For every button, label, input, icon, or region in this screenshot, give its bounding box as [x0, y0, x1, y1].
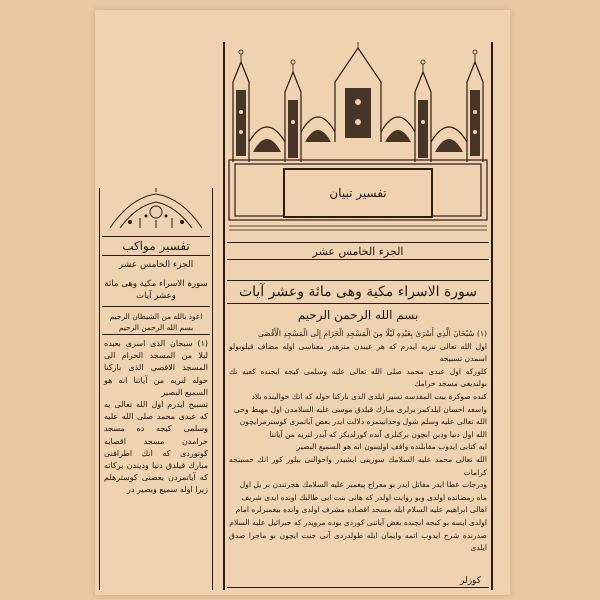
side-paragraph: تسبيح ايدرم اول الله تعالى يه كه عبدى محمد صلى الله عليه وسلمى كيجه ده مسجد حرامدن مسجد اقصايه كوتوردى كه انك اطرافنى مبارك قيلدق دنيا وديندن بركاته كه آياتمزدن بعضنى كوسترهلم زيرا اوله سميع وبصير در — [104, 400, 208, 495]
header-title: تفسير تبيان — [283, 168, 433, 218]
side-part-label: الجزء الخامس عشر — [118, 260, 194, 270]
main-column — [223, 42, 493, 590]
text-line: الله تعالى محمد عليه السلامك سوزينى ايشيدر واحوالنى بيلور كور انك حسبنجه كرامات — [229, 454, 487, 477]
side-basmala: اعوذ بالله من الشيطان الرجيم بسم الله الرحمن الرحيم — [102, 310, 210, 335]
side-surah-heading: سورة الاسراء مكية وهى مائة وعشر آيات — [102, 274, 210, 307]
main-text-block — [229, 328, 487, 555]
text-line: واسعه احسان ايلدكمز يرلرى مبارك قيلدق موسى عليه السلامدن اول مهبط وحى — [234, 404, 487, 414]
surah-heading: سورة الاسراء مكية وهى مائة وعشر آيات — [227, 280, 489, 304]
side-text-block — [104, 338, 208, 497]
text-line: اولدى ايسه بو كيجه ايچنده بعض آياتنى كوردى بوده مرويدر كه جبرائيل عليه السلام — [229, 517, 487, 527]
text-line: الله تعالى عليه وسلم شول وحدانيتمزه دلالت ايدر بعض آياتمزى كوسترمزايچون — [239, 417, 487, 427]
text-line: كلورکه اول عبدى محمد صلى الله تعالى عليه وسلمى كيجه ايجنده كعبه نك بولنديغى مسجد حرامك — [229, 366, 487, 389]
text-line: اول الله تعالى تنزيه ايدرم كه هر عيبدن منزهدر معناسى اوله مضاف قيلوبولو اسمدن تسبيحه — [229, 341, 487, 364]
text-line: (١) سُبْحَانَ الَّذِي أَسْرَىٰ بِعَبْدِهِ لَيْلًا مِنَ الْمَسْجِدِ الْحَرَامِ إِلَى الْمَسْجِدِ الْأَقْصَى — [257, 329, 487, 338]
text-line: اهالى ابراهيم عليه السلام ايله مسجد اقصاده مشرف اولدى وانده بيغمبرلره امام — [235, 505, 487, 515]
footer-rule — [227, 587, 489, 588]
catchword: كوزلر — [460, 576, 481, 586]
side-column — [99, 188, 213, 590]
side-paragraph: (١) سبحان الذى اسرى بعبده ليلا من المسجد الحرام الى المسجد الاقصى الذى باركنا حوله لنريه من آياتنا انه هو السميع البصير — [104, 339, 208, 397]
text-line: الله اول دنيا ودين ايچون بركتلرى آنده كوزلديكز كه آيدر لنريه من آياتنا — [269, 429, 487, 439]
side-title: تفسير مواكب — [102, 236, 210, 256]
side-ornament-icon — [100, 188, 212, 232]
bismillah: بسم الله الرحمن الرحيم — [297, 308, 419, 322]
text-line: ايه كتابى ايدوب مقابلنده واقف اولسون انه هو السميع البصير — [296, 442, 487, 452]
text-line: ودرجات عطا ايدر مقاتل ايدر بو معراج پيغمبر عليه السلامك هجرتندن بر يل اول — [239, 480, 487, 490]
text-line: صدرنده شرح ايدوب اتمه وايمان ايله طولدردى آنى جنت ايچون بو ماجرا صدق ايلدى — [229, 530, 487, 553]
text-line: ماه رمضانده اولدى وبو روايت اولدر كه هانى بنت ابى طالبك اونده ايدى شريف — [241, 492, 487, 502]
book-page — [95, 10, 510, 595]
text-line: كنده صوكره بيت المقدسه تسير ايلدى الذى باركنا حوله كه انك حوالينده بلاد — [251, 391, 487, 401]
part-label: الجزء الخامس عشر — [227, 242, 489, 260]
